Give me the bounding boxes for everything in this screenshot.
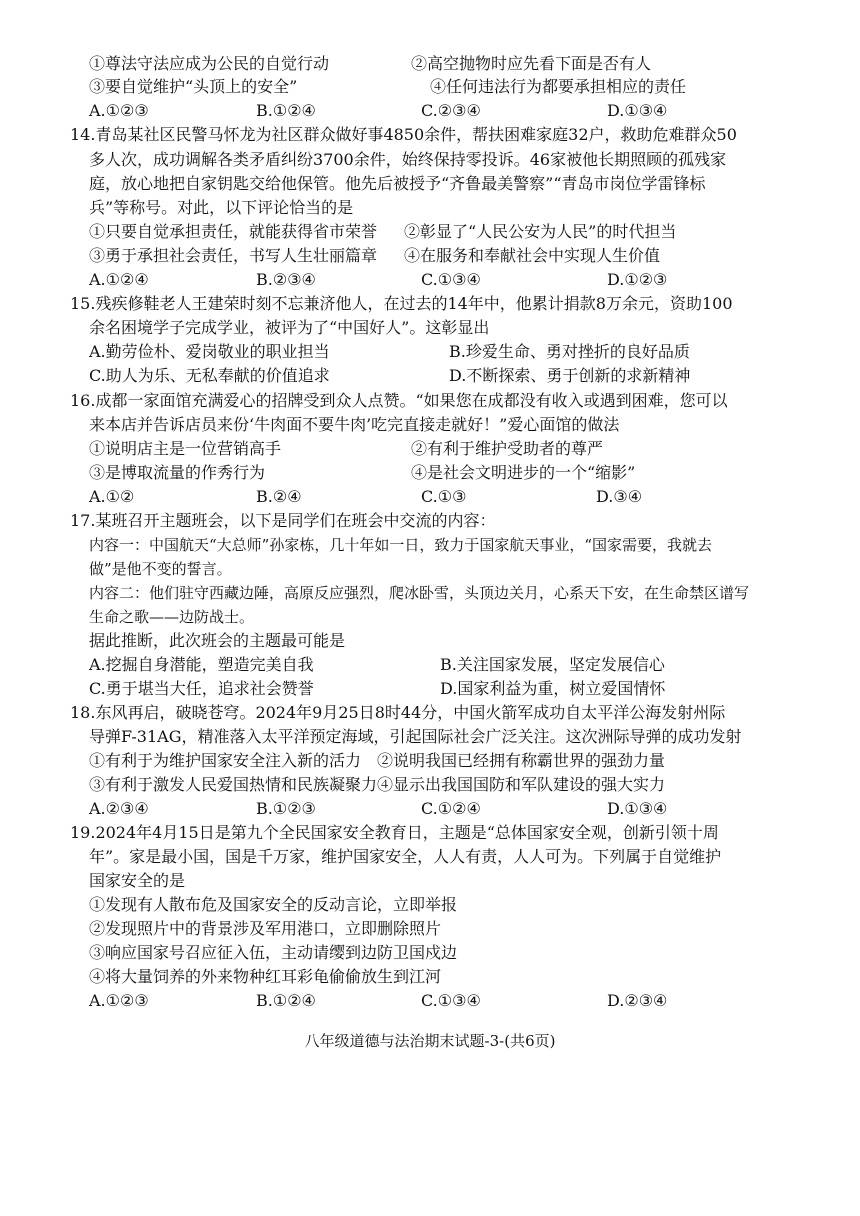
q19-statement-4: ④将大量饲养的外来物种红耳彩龟偷偷放生到江河	[89, 967, 442, 986]
q14-statement-1: ①只要自觉承担责任，就能获得省市荣誉	[89, 222, 378, 241]
q19-option-c: C.①③④	[421, 991, 481, 1010]
q19-option-a: A.①②③	[89, 991, 149, 1010]
q17-option-b: B.关注国家发展，坚定发展信心	[440, 655, 665, 674]
q18-option-a: A.②③④	[89, 799, 149, 818]
q16-stem-line-1: 16.成都一家面馆充满爱心的招牌受到众人点赞。“如果您在成都没有收入或遇到困难，您可以	[70, 391, 728, 410]
q14-option-a: A.①②④	[89, 270, 149, 289]
q18-statements-1-2: ①有利于为维护国家安全注入新的活力 ②说明我国已经拥有称霸世界的强劲力量	[89, 751, 666, 770]
q14-stem-line-1: 14.青岛某社区民警马怀龙为社区群众做好事4850余件，帮扶困难家庭32户，救助危难群众50	[70, 125, 737, 144]
q15-option-c: C.助人为乐、无私奉献的价值追求	[89, 366, 330, 385]
q16-statement-2: ②有利于维护受助者的尊严	[411, 439, 604, 458]
q17-content-2-line-1: 内容二：他们驻守西藏边陲，高原反应强烈，爬冰卧雪，头顶边关月，心系天下安，在生命禁区谱写	[89, 584, 750, 602]
q17-stem: 17.某班召开主题班会，以下是同学们在班会中交流的内容：	[70, 511, 496, 530]
q18-option-c: C.①②④	[421, 799, 481, 818]
q14-option-b: B.②③④	[256, 270, 316, 289]
q17-content-1-line-1: 内容一：中国航天“大总师”孙家栋，几十年如一日，致力于国家航天事业，“国家需要，我就去	[89, 536, 713, 554]
q18-statements-3-4: ③有利于激发人民爱国热情和民族凝聚力④显示出我国国防和军队建设的强大实力	[89, 775, 666, 794]
q13-statement-2: ②高空抛物时应先看下面是否有人	[411, 54, 652, 73]
q13-statement-1: ①尊法守法应成为公民的自觉行动	[89, 54, 330, 73]
q14-stem-line-4: 兵”等称号。对此，以下评论恰当的是	[89, 198, 354, 217]
q19-stem-line-3: 国家安全的是	[89, 871, 186, 890]
q19-statement-3: ③响应国家号召应征入伍，主动请缨到边防卫国戍边	[89, 943, 458, 962]
q13-statement-3: ③要自觉维护“头顶上的安全”	[89, 77, 298, 96]
q17-content-1-line-2: 做”是他不变的誓言。	[89, 560, 232, 578]
q17-option-d: D.国家利益为重，树立爱国情怀	[440, 679, 666, 698]
q15-option-a: A.勤劳俭朴、爱岗敬业的职业担当	[89, 342, 330, 361]
q16-option-c: C.①③	[421, 487, 467, 506]
q16-option-a: A.①②	[89, 487, 135, 506]
q16-statement-4: ④是社会文明进步的一个“缩影”	[411, 463, 636, 482]
q13-option-b: B.①②④	[256, 101, 316, 120]
q14-statement-4: ④在服务和奉献社会中实现人生价值	[404, 246, 661, 265]
q19-stem-line-1: 19.2024年4月15日是第九个全民国家安全教育日，主题是“总体国家安全观，创新引领十周	[70, 823, 719, 842]
q19-stem-line-2: 年”。家是最小国，国是千万家，维护国家安全，人人有责，人人可为。下列属于自觉维护	[89, 847, 722, 866]
page-footer: 八年级道德与法治期末试题-3-(共6页)	[304, 1032, 556, 1050]
q13-option-c: C.②③④	[421, 101, 481, 120]
q16-statement-1: ①说明店主是一位营销高手	[89, 439, 282, 458]
q18-stem-line-1: 18.东风再启，破晓苍穹。2024年9月25日8时44分，中国火箭军成功自太平洋公海发射州际	[70, 703, 726, 722]
q17-option-c: C.勇于堪当大任，追求社会赞誉	[89, 679, 314, 698]
q13-option-d: D.①③④	[607, 101, 668, 120]
q18-option-b: B.①②③	[256, 799, 316, 818]
q16-option-b: B.②④	[256, 487, 302, 506]
q14-stem-line-3: 庭，放心地把自家钥匙交给他保管。他先后被授予“齐鲁最美警察”“青岛市岗位学雷锋标	[89, 174, 706, 193]
q13-statement-4: ④任何违法行为都要承担相应的责任	[430, 77, 687, 96]
q14-option-c: C.①③④	[421, 270, 481, 289]
q19-statement-1: ①发现有人散布危及国家安全的反动言论，立即举报	[89, 895, 458, 914]
q15-option-b: B.珍爱生命、勇对挫折的良好品质	[449, 342, 690, 361]
q19-option-b: B.①②④	[256, 991, 316, 1010]
q17-content-2-line-2: 生命之歌——边防战士。	[89, 608, 255, 626]
q15-option-d: D.不断探索、勇于创新的求新精神	[449, 366, 691, 385]
q14-statement-2: ②彰显了“人民公安为人民”的时代担当	[404, 222, 677, 241]
q16-statement-3: ③是博取流量的作秀行为	[89, 463, 266, 482]
q16-option-d: D.③④	[596, 487, 643, 506]
q19-option-d: D.②③④	[607, 991, 668, 1010]
q14-stem-line-2: 多人次，成功调解各类矛盾纠纷3700余件，始终保持零投诉。46家被他长期照顾的孤残家	[89, 150, 727, 169]
q14-statement-3: ③勇于承担社会责任，书写人生壮丽篇章	[89, 246, 378, 265]
q17-question: 据此推断，此次班会的主题最可能是	[89, 631, 346, 650]
q19-statement-2: ②发现照片中的背景涉及军用港口，立即删除照片	[89, 919, 442, 938]
q14-option-d: D.①②③	[607, 270, 668, 289]
q18-option-d: D.①③④	[607, 799, 668, 818]
q13-option-a: A.①②③	[89, 101, 149, 120]
q15-stem-line-1: 15.残疾修鞋老人王建荣时刻不忘兼济他人，在过去的14年中，他累计捐款8万余元，资助100	[70, 294, 733, 313]
q15-stem-line-2: 余名困境学子完成学业，被评为了“中国好人”。这彰显出	[89, 318, 490, 337]
q18-stem-line-2: 导弹F-31AG，精准落入太平洋预定海域，引起国际社会广泛关注。这次洲际导弹的成功发射	[89, 727, 742, 746]
q17-option-a: A.挖掘自身潜能，塑造完美自我	[89, 655, 314, 674]
q16-stem-line-2: 来本店并告诉店员来份‘牛肉面不要牛肉’吃完直接走就好！”爱心面馆的做法	[89, 415, 620, 434]
